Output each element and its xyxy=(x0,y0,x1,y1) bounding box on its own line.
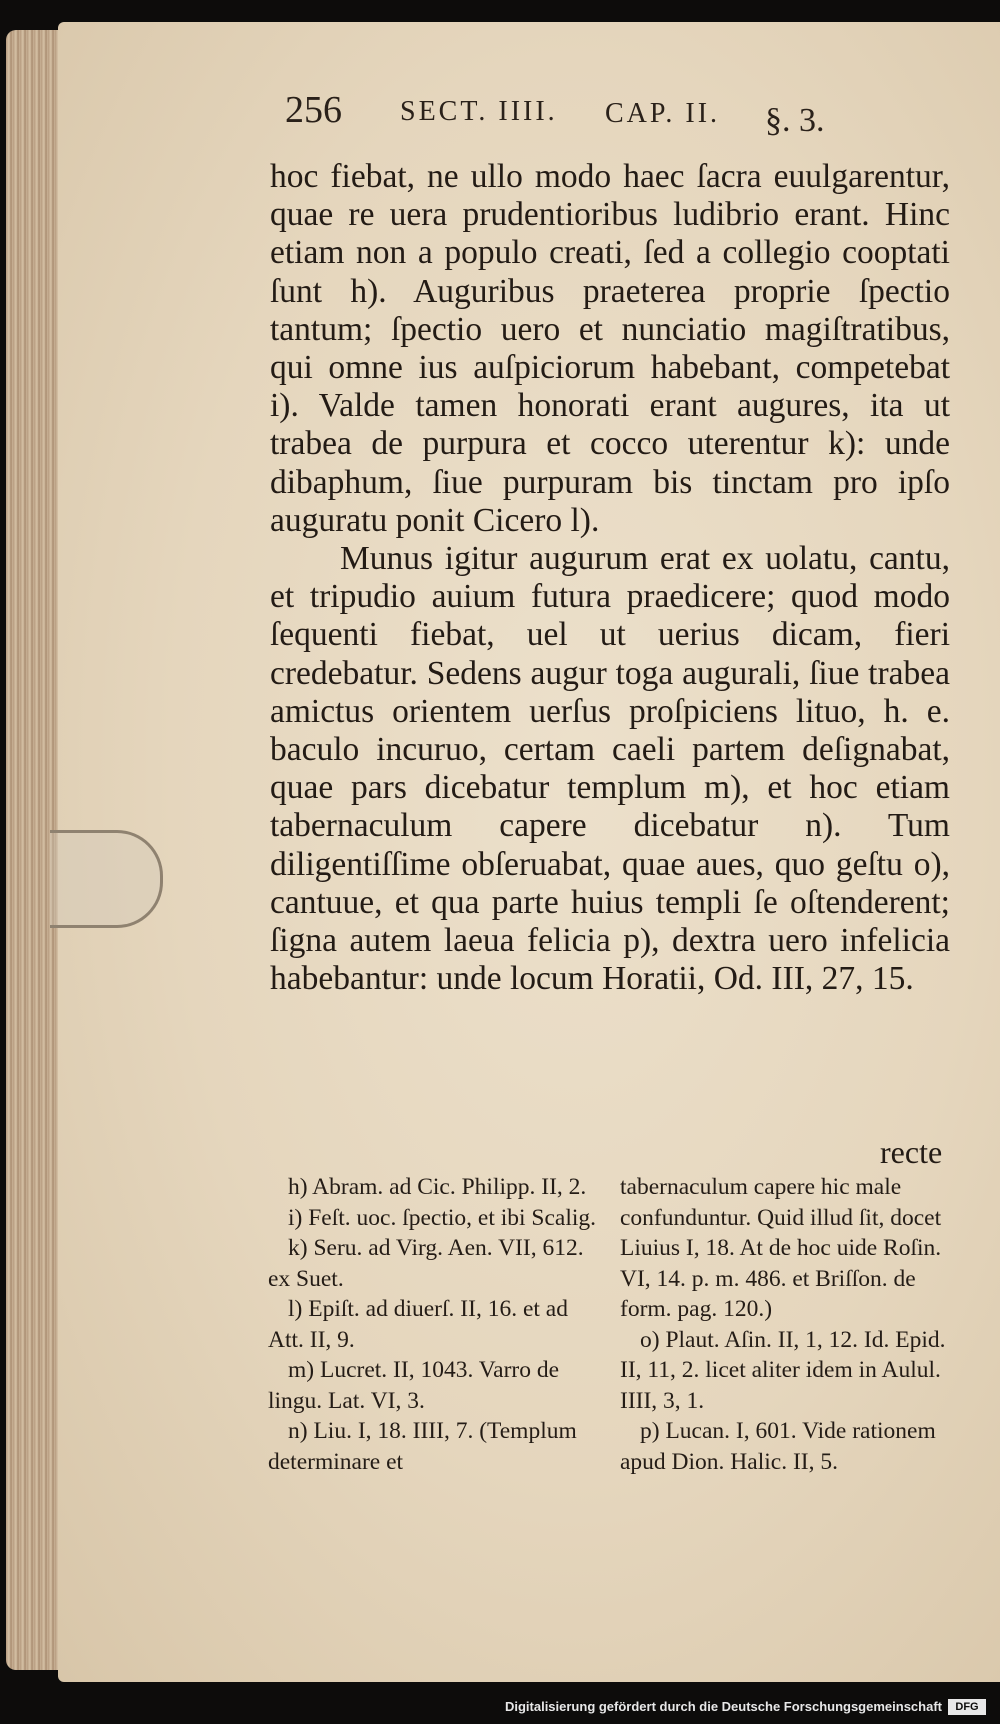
footnote: m) Lucret. II, 1043. Varro de lingu. Lat. VI, 3. xyxy=(268,1357,560,1414)
body-paragraph: hoc fiebat, ne ullo modo haec ſacra euulgarentur, quae re uera prudentioribus ludibrio erant. Hinc etiam non a populo creati, ſed a collegio cooptati ſunt h). Auguribus praeterea proprie ſpectio tantum; ſpectio uero et nunciatio magiſtratibus, qui omne ius auſpiciorum habebant, competebat i). Valde tamen honorati erant augures, ita ut trabea de purpura et cocco uterentur k): unde dibaphum, ſiue purpuram bis tinctam pro ipſo auguratu ponit Cicero l). xyxy=(270,158,950,539)
footnotes-left-column xyxy=(268,1172,598,1477)
catchword: recte xyxy=(880,1134,943,1170)
body-paragraph: Munus igitur augurum erat ex uolatu, cantu, et tripudio auium futura praedicere; quod modo ſequenti fiebat, uel ut uerius dicam, fieri credebatur. Sedens augur toga augurali, ſiue trabea amictus orientem uerſus proſpiciens lituo, h. e. baculo incuruo, certam caeli partem deſignabat, quae pars dicebatur templum m), et hoc etiam tabernaculum capere dicebatur n). Tum diligentiſſime obſeruabat, quae aues, quo geſtu o), cantuue, et qua parte huius templi ſe oſtenderent; ſigna autem laeua felicia p), dextra uero infelicia habebantur: unde locum Horatii, Od. III, 27, 15. xyxy=(270,540,950,998)
footnote: i) Feſt. uoc. ſpectio, et ibi Scalig. xyxy=(288,1204,597,1231)
paragraph-sign: §. 3. xyxy=(765,102,825,139)
footnotes-right-column xyxy=(620,1172,950,1477)
dfg-logo: DFG xyxy=(948,1699,986,1715)
main-text xyxy=(270,158,950,998)
footer-bar xyxy=(0,1694,1000,1724)
section-label: SECT. IIII. xyxy=(400,96,558,127)
footnote: k) Seru. ad Virg. Aen. VII, 612. ex Suet. xyxy=(268,1235,584,1292)
footnote: l) Epiſt. ad diuerſ. II, 16. et ad Att. II, 9. xyxy=(268,1296,568,1353)
footnote-continuation: tabernaculum capere hic male confunduntur. Quid illud ſit, docet Liuius I, 18. At de hoc uide Roſin. VI, 14. p. m. 486. et Briſſon. de form. pag. 120.) xyxy=(620,1174,942,1322)
funding-credit: Digitalisierung gefördert durch die Deutsche Forschungsgemeinschaft xyxy=(504,1699,942,1714)
footnote: o) Plaut. Aſin. II, 1, 12. Id. Epid. II, 11, 2. licet aliter idem in Aulul. IIII, 3, 1. xyxy=(620,1326,946,1414)
footnote: p) Lucan. I, 601. Vide rationem apud Dion. Halic. II, 5. xyxy=(620,1418,936,1475)
footnote: h) Abram. ad Cic. Philipp. II, 2. xyxy=(288,1174,587,1200)
footnote: n) Liu. I, 18. IIII, 7. (Templum determinare et xyxy=(268,1418,577,1475)
page-clip xyxy=(50,830,163,928)
page-number: 256 xyxy=(285,89,342,131)
running-header xyxy=(285,88,945,148)
chapter-label: CAP. II. xyxy=(605,98,721,129)
